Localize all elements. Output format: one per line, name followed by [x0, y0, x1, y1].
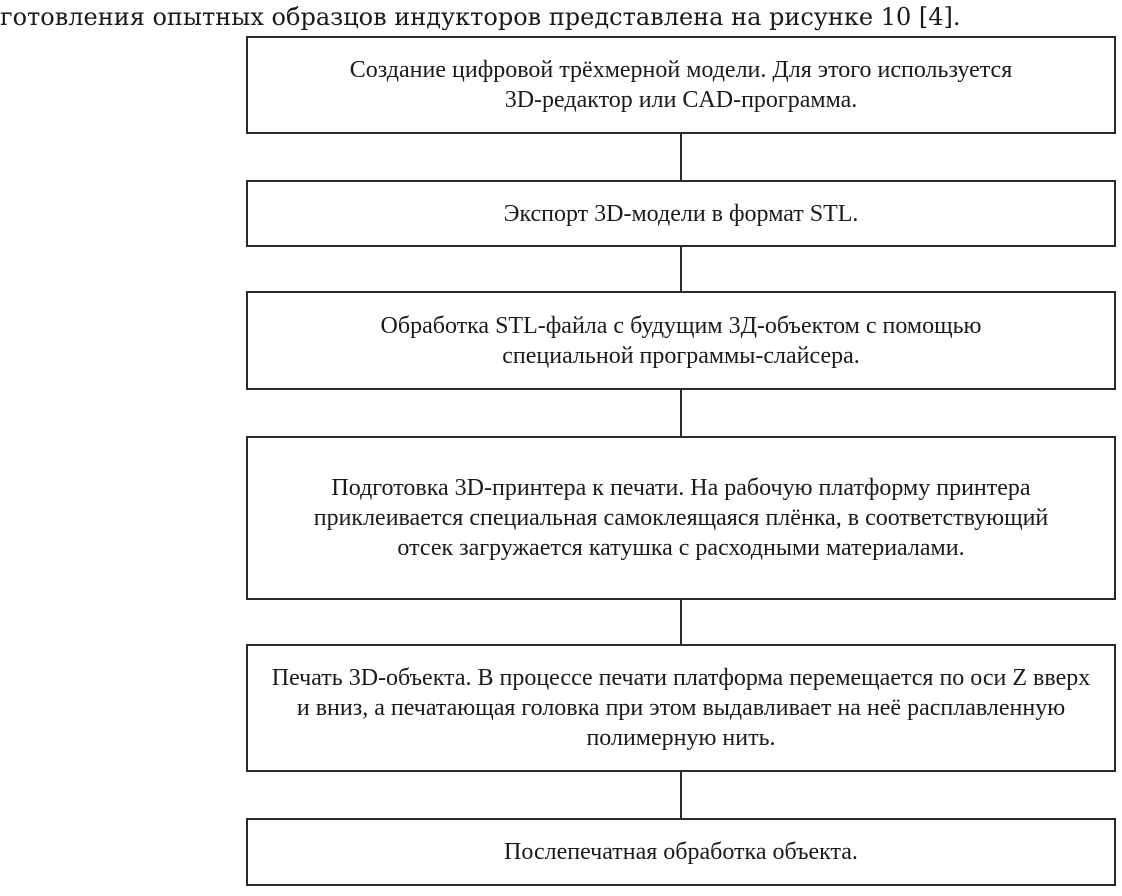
connector-3-4 — [680, 390, 682, 436]
connector-5-6 — [680, 772, 682, 818]
flowchart-step-4-text: Подготовка 3D-принтера к печати. На рабочую платформу принтера приклеивается специальная самоклеящаяся плёнка, в соответствующий отсек загружается катушка с расходными материалами. — [313, 475, 1049, 561]
connector-4-5 — [680, 600, 682, 644]
intro-text: готовления опытных образцов индукторов представлена на рисунке 10 [4]. — [0, 3, 961, 31]
flowchart-step-6-text: Послепечатная обработка объекта. — [504, 839, 858, 865]
flowchart-step-3 — [246, 291, 1116, 390]
flowchart-step-5-text: Печать 3D-объекта. В процессе печати платформа перемещается по оси Z вверх и вниз, а печатающая головка при этом выдавливает на неё расплавленную полимерную нить. — [271, 665, 1091, 751]
flowchart-step-5 — [246, 644, 1116, 772]
flowchart-step-2-text: Экспорт 3D-модели в формат STL. — [503, 200, 859, 227]
flowchart-step-3-text: Обработка STL-файла с будущим 3Д-объектом с помощью специальной программы-слайсера. — [380, 312, 982, 369]
flowchart-step-1 — [246, 36, 1116, 134]
flowchart-step-6 — [246, 818, 1116, 886]
flowchart-step-2 — [246, 180, 1116, 247]
connector-1-2 — [680, 134, 682, 180]
connector-2-3 — [680, 247, 682, 291]
flowchart-step-1-text: Создание цифровой трёхмерной модели. Для этого используется 3D-редактор или CAD-программа. — [349, 57, 1013, 113]
flowchart-step-4 — [246, 436, 1116, 600]
